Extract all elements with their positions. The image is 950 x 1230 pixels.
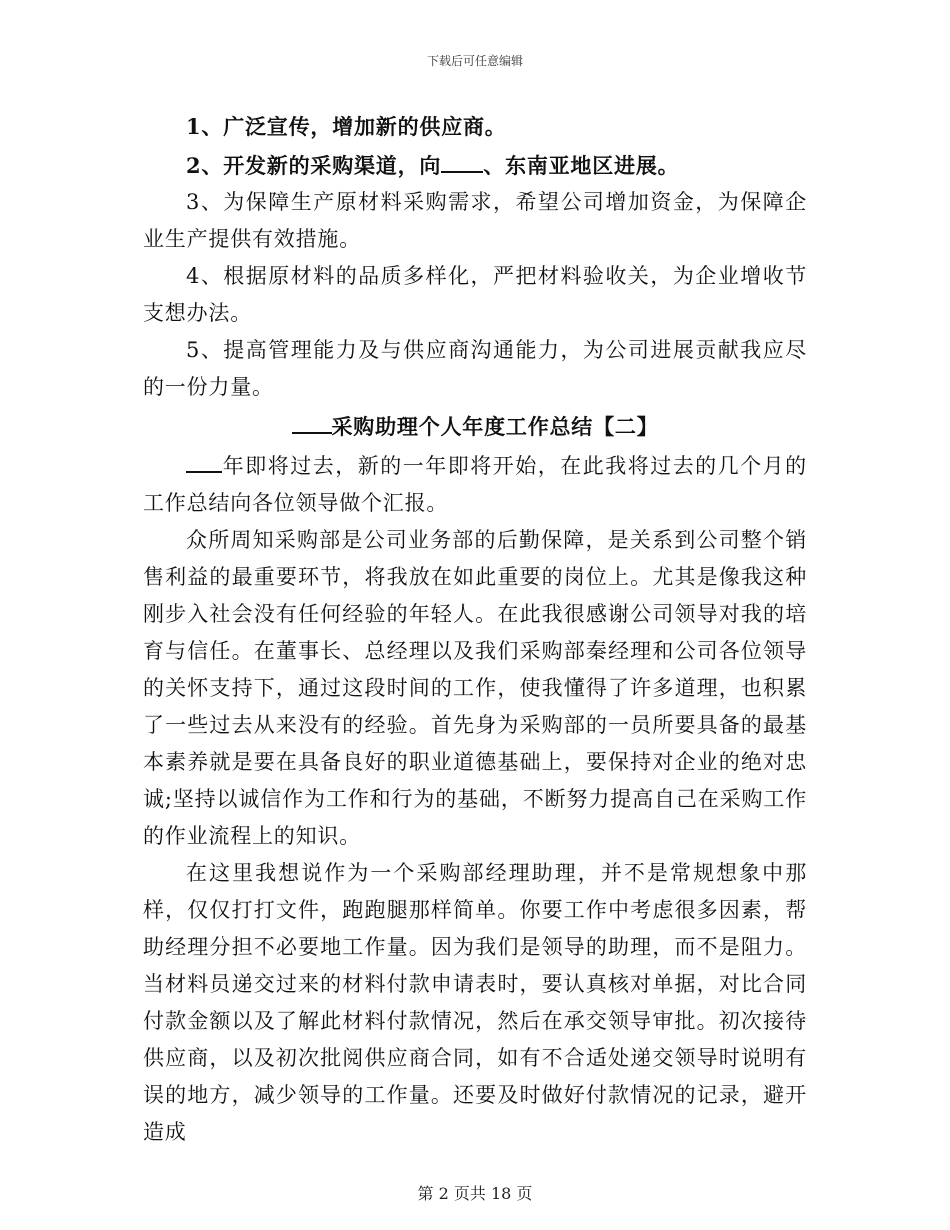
list-item-2 bbox=[143, 145, 807, 184]
page-footer: 第 2 页共 18 页 bbox=[417, 1184, 533, 1203]
list-item-2-text-a: 2、开发新的采购渠道，向 bbox=[186, 153, 442, 178]
year-blank bbox=[186, 445, 222, 473]
list-item-1: 1、广泛宣传，增加新的供应商。 bbox=[186, 114, 507, 139]
paragraph-1 bbox=[143, 445, 807, 522]
section-title-text: 采购助理个人年度工作总结【二】 bbox=[331, 414, 659, 439]
list-item-5: 5、提高管理能力及与供应商沟通能力，为公司进展贡献我应尽的一份力量。 bbox=[143, 338, 807, 399]
list-item-2-text-b: 、东南亚地区进展。 bbox=[483, 153, 680, 178]
list-item-4: 4、根据原材料的品质多样化，严把材料验收关，为企业增收节支想办法。 bbox=[143, 264, 807, 325]
paragraph-3: 在这里我想说作为一个采购部经理助理，并不是常规想象中那样，仅仅打打文件，跑跑腿那样简单。你要工作中考虑很多因素，帮助经理分担不必要地工作量。因为我们是领导的助理，而不是阻力。当材料员递交过来的材料付款申请表时，要认真核对单据，对比合同付款金额以及了解此材料付款情况，然后在承交领导审批。初次接待供应商，以及初次批阅供应商合同，如有不合适处递交领导时说明有误的地方，减少领导的工作量。还要及时做好付款情况的记录，避开造成 bbox=[143, 861, 807, 1144]
title-blank bbox=[292, 406, 332, 434]
paragraph-1-text: 年即将过去，新的一年即将开始，在此我将过去的几个月的工作总结向各位领导做个汇报。 bbox=[143, 454, 807, 515]
list-item-3: 3、为保障生产原材料采购需求，希望公司增加资金，为保障企业生产提供有效措施。 bbox=[143, 190, 807, 251]
fill-in-blank bbox=[441, 145, 483, 173]
document-body bbox=[143, 108, 807, 1151]
section-title bbox=[143, 406, 807, 445]
paragraph-2: 众所周知采购部是公司业务部的后勤保障，是关系到公司整个销售利益的最重要环节，将我放在如此重要的岗位上。尤其是像我这种刚步入社会没有任何经验的年轻人。在此我很感谢公司领导对我的培育与信任。在董事长、总经理以及我们采购部秦经理和公司各位领导的关怀支持下，通过这段时间的工作，使我懂得了许多道理，也积累了一些过去从来没有的经验。首先身为采购部的一员所要具备的最基本素养就是要在具备良好的职业道德基础上，要保持对企业的绝对忠诚;坚持以诚信作为工作和行为的基础，不断努力提高自己在采购工作的作业流程上的知识。 bbox=[143, 528, 807, 848]
page-header: 下载后可任意编辑 bbox=[426, 54, 523, 68]
